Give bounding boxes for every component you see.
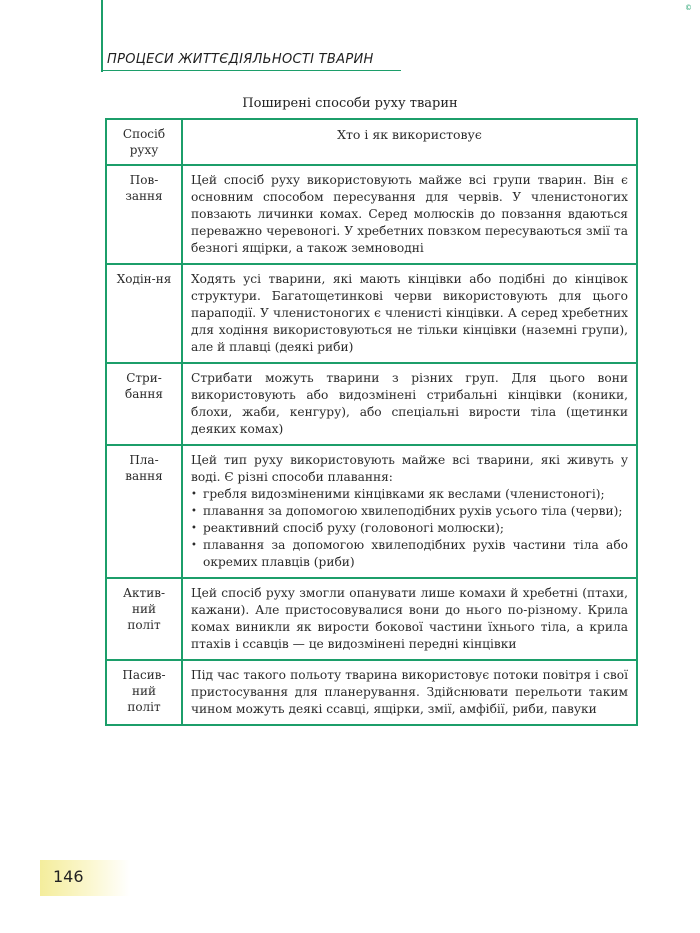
section-title-underline bbox=[101, 70, 401, 71]
description-cell: Під час такого польоту тварина використовує потоки повітря і свої пристосування для планерування. Здійснювати перельоти таким чином можуть деякі ссавці, ящірки, змії, амфібії, риби, павуки bbox=[182, 660, 637, 725]
description-cell bbox=[182, 445, 637, 578]
method-cell: Пасив-ний політ bbox=[106, 660, 182, 725]
table-row bbox=[106, 445, 637, 578]
list-item: • плавання за допомогою хвилеподібних рухів частини тіла або окремих плавців (риби) bbox=[191, 537, 628, 571]
method-cell: Пов-зання bbox=[106, 165, 182, 264]
table-row bbox=[106, 660, 637, 725]
header-who-how: Хто і як використовує bbox=[182, 119, 637, 165]
swimming-methods-list bbox=[191, 486, 628, 571]
description-cell: Цей спосіб руху змогли опанувати лише комахи й хребетні (птахи, кажани). Але пристосовувалися вони до нього по-різному. Крила комах виникли як вирости бокової частини їхнього тіла, а крила птахів і ссавців — це видозмінені передні кінцівки bbox=[182, 578, 637, 660]
section-accent-bar bbox=[101, 0, 103, 72]
publisher-logo-icon: © bbox=[685, 4, 692, 12]
table-row bbox=[106, 264, 637, 363]
method-cell: Ходін-ня bbox=[106, 264, 182, 363]
table-header-row bbox=[106, 119, 637, 165]
list-item: • гребля видозміненими кінцівками як веслами (членистоногі); bbox=[191, 486, 628, 503]
description-intro: Цей тип руху використовують майже всі тварини, які живуть у воді. Є різні способи плавання: bbox=[191, 453, 628, 484]
method-cell: Стри-бання bbox=[106, 363, 182, 445]
description-cell: Цей спосіб руху використовують майже всі групи тварин. Він є основним способом пересування для червів. У членистоногих повзають личинки комах. Серед молюсків до повзання вдаються переважно черевоногі. У хребетних повзком пересуваються змії та безногі ящірки, а також земноводні bbox=[182, 165, 637, 264]
movement-methods-table bbox=[105, 118, 638, 726]
description-cell: Стрибати можуть тварини з різних груп. Для цього вони використовують або видозмінені стрибальні кінцівки (коники, блохи, жаби, кенгуру), або спеціальні вирости тіла (щетинки деяких комах) bbox=[182, 363, 637, 445]
list-item: • плавання за допомогою хвилеподібних рухів усього тіла (черви); bbox=[191, 503, 628, 520]
table-row bbox=[106, 363, 637, 445]
section-title: ПРОЦЕСИ ЖИТТЄДІЯЛЬНОСТІ ТВАРИН bbox=[107, 52, 374, 67]
method-cell: Актив-ний політ bbox=[106, 578, 182, 660]
table-row bbox=[106, 578, 637, 660]
list-item: • реактивний спосіб руху (головоногі молюски); bbox=[191, 520, 628, 537]
header-method: Спосіб руху bbox=[106, 119, 182, 165]
table-caption: Поширені способи руху тварин bbox=[242, 96, 458, 111]
method-cell: Пла-вання bbox=[106, 445, 182, 578]
page-number: 146 bbox=[53, 867, 84, 886]
description-cell: Ходять усі тварини, які мають кінцівки або подібні до кінцівок структури. Багатощетинкові черви використовують для цього параподії. У членистоногих є членисті кінцівки. А серед хребетних для ходіння використовуються не тільки кінцівки (наземні групи), але й плавці (деякі риби) bbox=[182, 264, 637, 363]
table-row bbox=[106, 165, 637, 264]
